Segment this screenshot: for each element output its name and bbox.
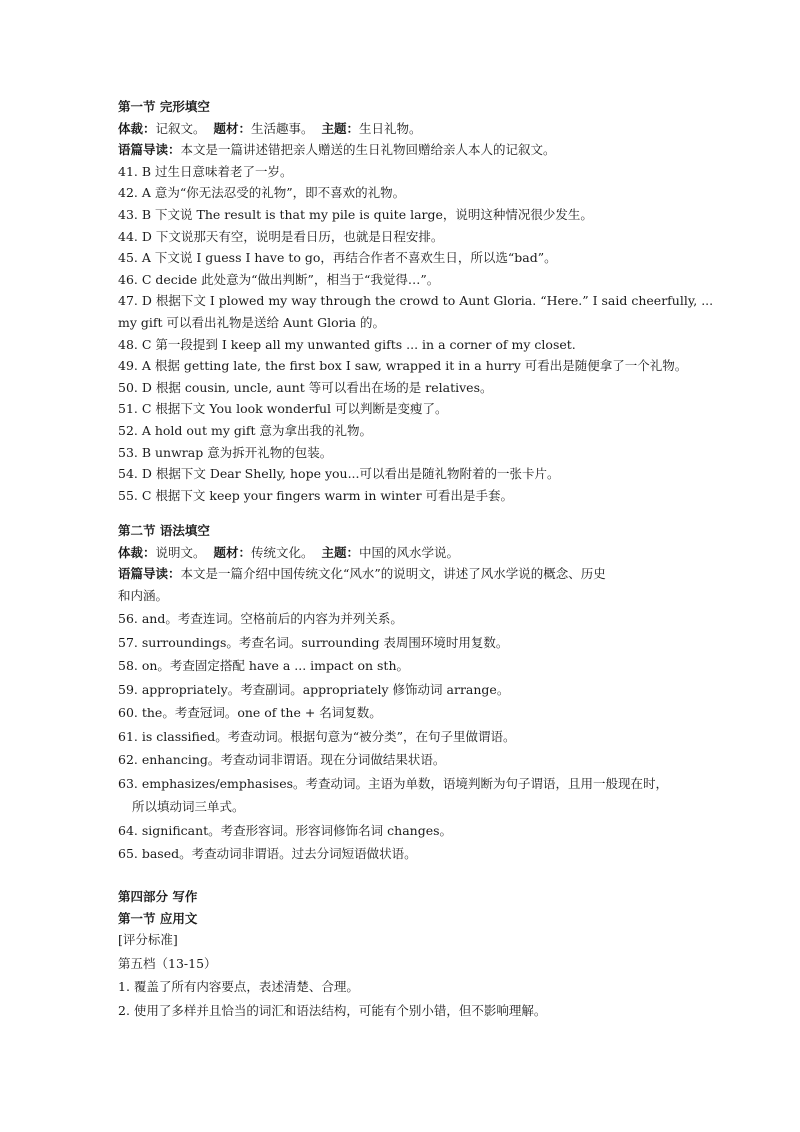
answer-item: 58. on。考查固定搭配 have a ... impact on sth。 xyxy=(118,658,409,674)
answer-item: 45. A 下文说 I guess I have to go，再结合作者不喜欢生日，所以选“bad”。 xyxy=(118,250,557,266)
answer-item: 51. C 根据下文 You look wonderful 可以判断是变瘦了。 xyxy=(118,401,448,417)
answer-item: 61. is classified。考查动词。根据句意为“被分类”，在句子里做谓语。 xyxy=(118,728,516,744)
answer-item: 54. D 根据下文 Dear Shelly, hope you...可以看出是随礼物附着的一张卡片。 xyxy=(118,466,560,482)
theme-label: 主题： xyxy=(321,120,359,136)
grammar-section xyxy=(118,520,718,867)
genre-label: 体裁： xyxy=(118,120,156,136)
criteria-item: 1. 覆盖了所有内容要点，表述清楚、合理。 xyxy=(118,979,359,995)
genre-value: 说明文。 xyxy=(155,544,206,560)
answer-item-continued: 所以填动词三单式。 xyxy=(132,799,245,815)
answer-item: 50. D 根据 cousin, uncle, aunt 等可以看出在场的是 relatives。 xyxy=(118,379,493,395)
answer-item-continued: my gift 可以看出礼物是送给 Aunt Gloria 的。 xyxy=(118,314,386,330)
cloze-title: 第一节 完形填空 xyxy=(118,99,210,114)
answer-item: 63. emphasizes/emphasises。考查动词。主语为单数，语境判断为句子谓语，且用一般现在时， xyxy=(118,775,669,791)
writing-section xyxy=(118,886,718,1023)
genre-label: 体裁： xyxy=(118,544,156,560)
answer-item: 62. enhancing。考查动词非谓语。现在分词做结果状语。 xyxy=(118,752,446,768)
answer-item: 47. D 根据下文 I plowed my way through the crowd to Aunt Gloria. “Here.” I said cheerfully, ... xyxy=(118,293,714,309)
grammar-meta xyxy=(118,542,718,564)
answer-item: 56. and。考查连词。空格前后的内容为并列关系。 xyxy=(118,611,403,627)
cloze-guide xyxy=(118,139,718,161)
answer-item: 46. C decide 此处意为“做出判断”，相当于“我觉得…”。 xyxy=(118,271,440,287)
topic-label: 题材： xyxy=(213,544,251,560)
answer-item: 59. appropriately。考查副词。appropriately 修饰动词 arrange。 xyxy=(118,681,510,697)
answer-item: 49. A 根据 getting late, the first box I saw, wrapped it in a hurry 可看出是随便拿了一个礼物。 xyxy=(118,358,688,374)
writing-sub-title: 第一节 应用文 xyxy=(118,910,198,926)
answer-item: 60. the。考查冠词。one of the + 名词复数。 xyxy=(118,705,382,721)
genre-value: 记叙文。 xyxy=(155,120,206,136)
answer-item: 65. based。考查动词非谓语。过去分词短语做状语。 xyxy=(118,846,417,862)
answer-item: 41. B 过生日意味着老了一岁。 xyxy=(118,163,293,179)
grammar-title: 第二节 语法填空 xyxy=(118,523,210,538)
topic-value: 生活趣事。 xyxy=(251,120,314,136)
answer-item: 64. significant。考查形容词。形容词修饰名词 changes。 xyxy=(118,822,453,838)
answer-item: 52. A hold out my gift 意为拿出我的礼物。 xyxy=(118,422,372,438)
tier-label: 第五档（13-15） xyxy=(118,955,217,971)
grammar-guide xyxy=(118,563,718,585)
cloze-meta xyxy=(118,118,718,140)
topic-value: 传统文化。 xyxy=(251,544,314,560)
criteria-label: [评分标准] xyxy=(118,932,178,948)
answer-item: 53. B unwrap 意为拆开礼物的包装。 xyxy=(118,444,333,460)
criteria-item: 2. 使用了多样并且恰当的词汇和语法结构，可能有个别小错，但不影响理解。 xyxy=(118,1002,547,1018)
writing-part-title: 第四部分 写作 xyxy=(118,889,198,904)
answer-item: 44. D 下文说那天有空，说明是看日历，也就是日程安排。 xyxy=(118,228,444,244)
guide-label: 语篇导读： xyxy=(118,566,181,582)
guide-text: 本文是一篇介绍中国传统文化“风水”的说明文，讲述了风水学说的概念、历史 xyxy=(180,566,606,582)
cloze-section xyxy=(118,96,718,506)
theme-value: 中国的风水学说。 xyxy=(358,544,459,560)
answer-item: 42. A 意为“你无法忍受的礼物”，即不喜欢的礼物。 xyxy=(118,185,406,201)
answer-item: 55. C 根据下文 keep your fingers warm in winter 可看出是手套。 xyxy=(118,487,514,503)
guide-label: 语篇导读： xyxy=(118,142,181,158)
answer-item: 43. B 下文说 The result is that my pile is quite large，说明这种情况很少发生。 xyxy=(118,206,593,222)
theme-value: 生日礼物。 xyxy=(358,120,422,136)
theme-label: 主题： xyxy=(321,544,359,560)
grammar-guide-continued: 和内涵。 xyxy=(118,587,169,603)
answer-item: 57. surroundings。考查名词。surrounding 表周围环境时用复数。 xyxy=(118,634,509,650)
guide-text: 本文是一篇讲述错把亲人赠送的生日礼物回赠给亲人本人的记叙文。 xyxy=(180,142,556,158)
answer-item: 48. C 第一段提到 I keep all my unwanted gifts ... in a corner of my closet. xyxy=(118,336,576,352)
topic-label: 题材： xyxy=(213,120,251,136)
